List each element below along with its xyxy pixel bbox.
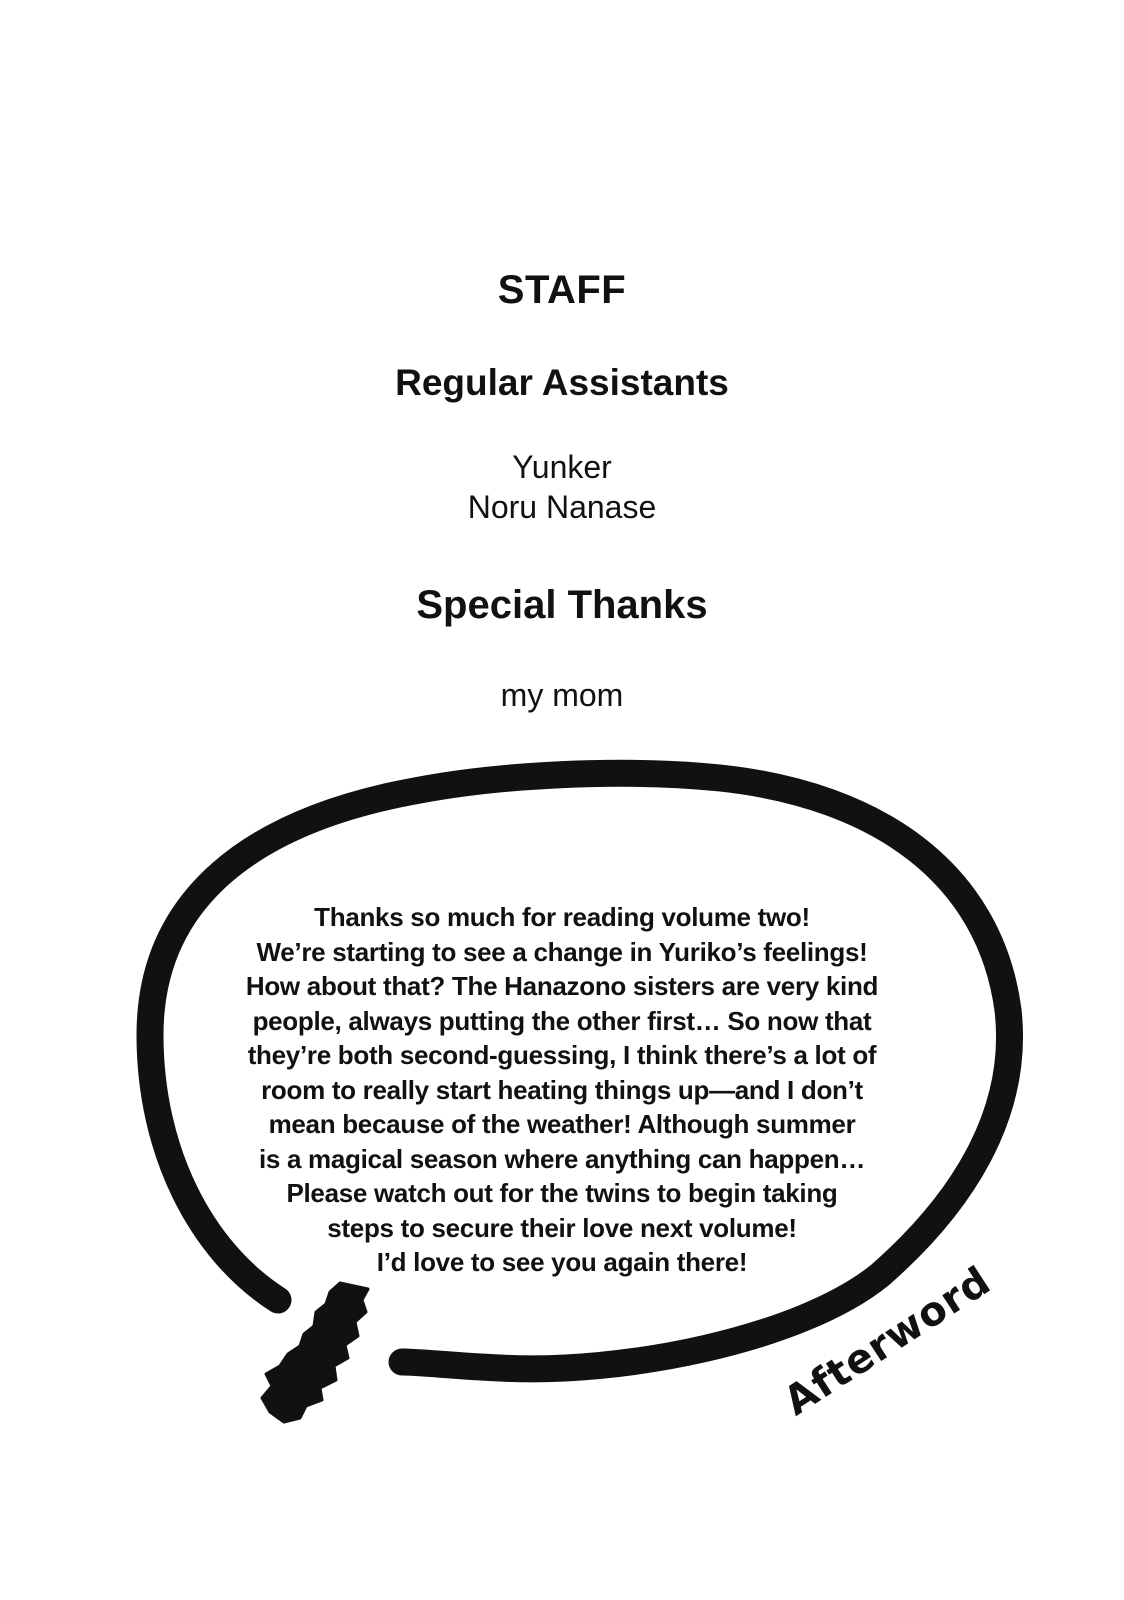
afterword-line: How about that? The Hanazono sisters are very kind	[245, 971, 879, 1001]
assistant-name: Yunker	[512, 449, 612, 485]
afterword-line: people, always putting the other first… So now that	[252, 1005, 872, 1036]
afterword-line: We’re starting to see a change in Yuriko’s feelings!	[256, 936, 868, 967]
staff-title: STAFF	[497, 268, 627, 312]
afterword-line: steps to secure their love next volume!	[327, 1212, 797, 1243]
afterword-label: Afterword	[776, 1257, 1000, 1425]
afterword-message	[0, 900, 1124, 1280]
afterword-line: is a magical season where anything can happen…	[258, 1143, 866, 1174]
afterword-line: Thanks so much for reading volume two!	[314, 902, 810, 932]
special-thanks-heading: Special Thanks	[416, 583, 708, 627]
regular-assistants-heading: Regular Assistants	[395, 362, 729, 403]
assistant-name: Noru Nanase	[467, 489, 657, 525]
afterword-line: they’re both second-guessing, I think there’s a lot of	[247, 1040, 877, 1070]
afterword-line: I’d love to see you again there!	[376, 1247, 748, 1277]
special-thanks-name: my mom	[500, 677, 624, 713]
afterword-line: Please watch out for the twins to begin taking	[286, 1178, 838, 1208]
afterword-line: mean because of the weather! Although summer	[268, 1109, 856, 1139]
afterword-line: room to really start heating things up—and I don’t	[261, 1074, 863, 1105]
